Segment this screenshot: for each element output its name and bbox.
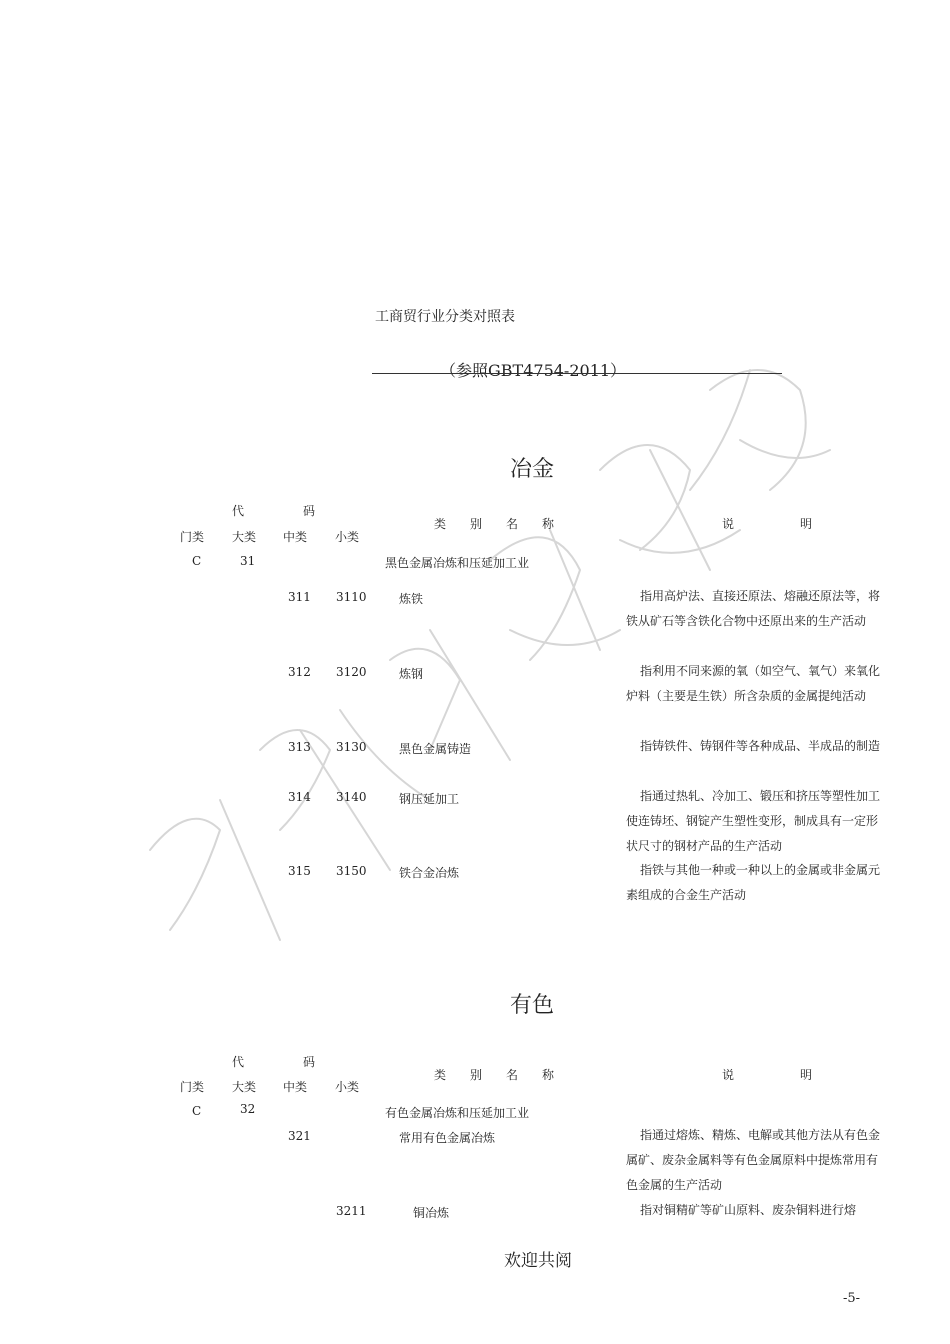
table-row-desc: 指铁与其他一种或一种以上的金属或非金属元素组成的合金生产活动 (626, 863, 881, 902)
header-major: 大类 (232, 1080, 257, 1094)
header-category: 类 别 名 称 (434, 517, 555, 531)
header-category: 类 别 名 称 (434, 1068, 555, 1082)
table-row-desc: 指利用不同来源的氧（如空气、氧气）来氧化炉料（主要是生铁）所含杂质的金属提纯活动 (626, 664, 881, 703)
header-code-char1: 代 (232, 504, 245, 518)
table-row-minor: 3110 (336, 590, 367, 604)
section1-major: 31 (240, 554, 256, 568)
header-desc-char2: 明 (800, 517, 813, 531)
header-code-char2: 码 (303, 1055, 316, 1069)
table-row-name: 钢压延加工 (399, 792, 460, 806)
header-desc-char2: 明 (800, 1068, 813, 1082)
document-title: 工商贸行业分类对照表 (375, 309, 515, 325)
table-row-minor: 3140 (336, 790, 367, 804)
document-subtitle: （参照GBT4754-2011） (440, 361, 627, 380)
table-row-medium: 313 (288, 740, 311, 754)
header-code-char1: 代 (232, 1055, 245, 1069)
section2-door: C (192, 1104, 202, 1118)
header-minor: 小类 (335, 1080, 360, 1094)
table-row-name: 炼铁 (399, 592, 424, 606)
header-door: 门类 (180, 1080, 205, 1094)
header-code-char2: 码 (303, 504, 316, 518)
header-medium: 中类 (283, 1080, 308, 1094)
table-row-name: 铁合金冶炼 (399, 866, 460, 880)
page-number: -5- (843, 1291, 861, 1306)
header-minor: 小类 (335, 530, 360, 544)
section-title-nonferrous: 有色 (510, 993, 555, 1018)
table-row-desc: 指通过热轧、冷加工、锻压和挤压等塑性加工使连铸坯、钢锭产生塑性变形，制成具有一定形状尺寸的钢材产品的生产活动 (626, 789, 881, 853)
subtitle-rule (372, 373, 782, 374)
header-desc-char1: 说 (722, 517, 735, 531)
table-row-medium: 314 (288, 790, 311, 804)
table-row-desc: 指对铜精矿等矿山原料、废杂铜料进行熔 (640, 1203, 857, 1217)
section2-major: 32 (240, 1102, 256, 1116)
table-row-minor: 3150 (336, 864, 367, 878)
section-title-metallurgy: 冶金 (510, 457, 555, 482)
table-row-desc: 指用高炉法、直接还原法、熔融还原法等，将铁从矿石等含铁化合物中还原出来的生产活动 (626, 589, 881, 628)
table-row-name: 炼钢 (399, 667, 424, 681)
table-row-minor: 3211 (336, 1204, 367, 1218)
header-medium: 中类 (283, 530, 308, 544)
table-row-medium: 315 (288, 864, 311, 878)
table-row-minor: 3120 (336, 665, 367, 679)
footer-text: 欢迎共阅 (504, 1251, 572, 1271)
header-desc-char1: 说 (722, 1068, 735, 1082)
table-row-medium: 321 (288, 1129, 311, 1143)
table-row-medium: 311 (288, 590, 311, 604)
section1-major-name: 黑色金属冶炼和压延加工业 (385, 556, 530, 570)
section1-door: C (192, 554, 202, 568)
table-row-name: 常用有色金属冶炼 (399, 1131, 496, 1145)
table-row-minor: 3130 (336, 740, 367, 754)
header-door: 门类 (180, 530, 205, 544)
table-row-name: 黑色金属铸造 (399, 742, 472, 756)
table-row-desc: 指铸铁件、铸钢件等各种成品、半成品的制造 (640, 739, 881, 753)
table-row-name: 铜冶炼 (413, 1206, 450, 1220)
table-row-medium: 312 (288, 665, 311, 679)
header-major: 大类 (232, 530, 257, 544)
section2-major-name: 有色金属冶炼和压延加工业 (385, 1106, 530, 1120)
table-row-desc: 指通过熔炼、精炼、电解或其他方法从有色金属矿、废杂金属料等有色金属原料中提炼常用有色金属的生产活动 (626, 1128, 881, 1192)
